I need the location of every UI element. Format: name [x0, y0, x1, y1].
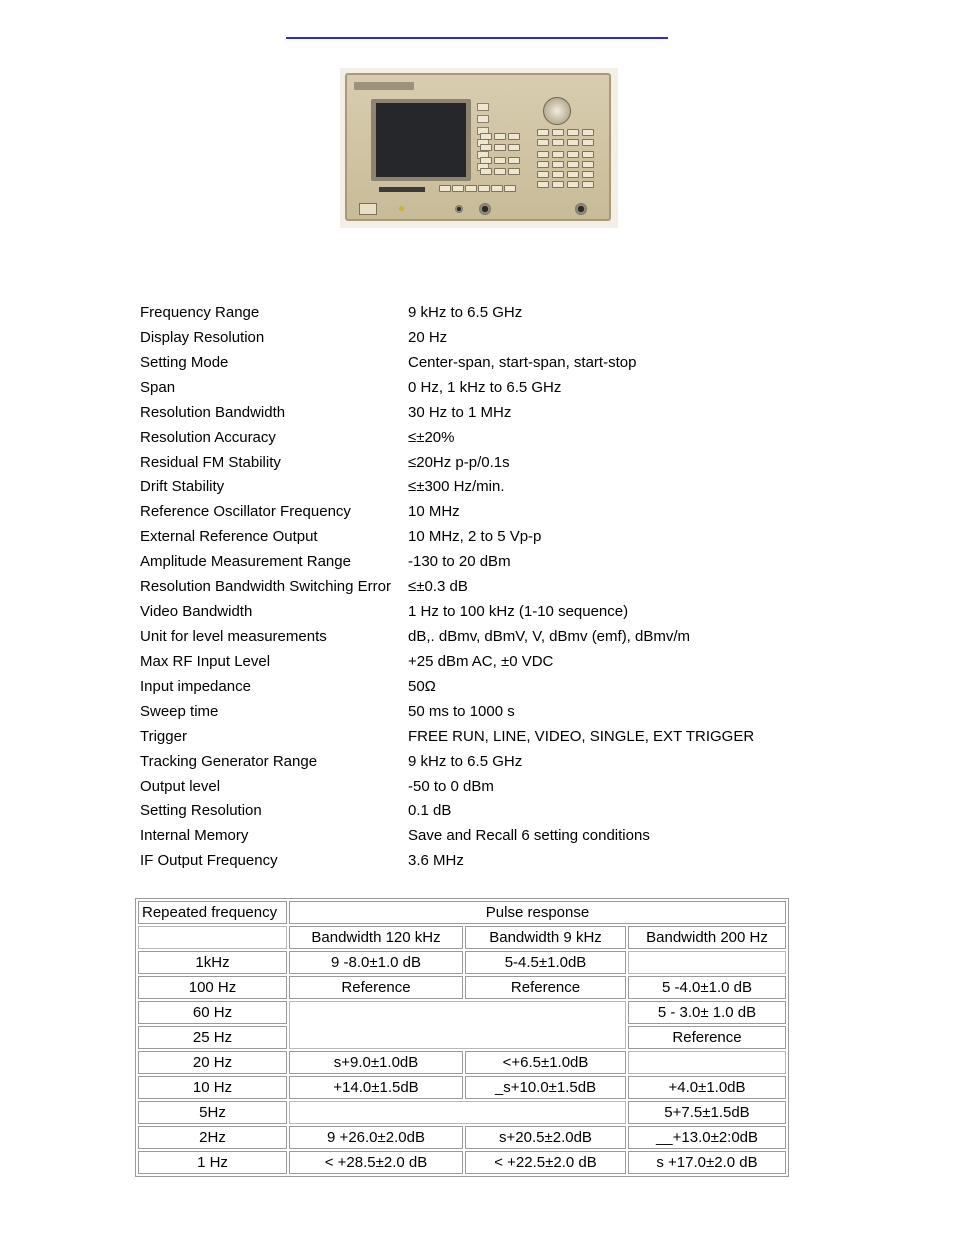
spec-label: Setting Mode	[140, 353, 229, 371]
spec-label: Amplitude Measurement Range	[140, 553, 351, 571]
panel-key	[552, 161, 564, 168]
panel-key	[508, 157, 520, 164]
spec-label: IF Output Frequency	[140, 852, 278, 870]
rf-connector-icon	[479, 203, 491, 215]
spec-label: Span	[140, 378, 176, 396]
spec-row	[140, 552, 840, 577]
spec-value: -130 to 20 dBm	[408, 553, 511, 571]
spec-row	[140, 577, 840, 602]
spec-value: 10 MHz, 2 to 5 Vp-p	[408, 528, 542, 546]
spec-label: Input impedance	[140, 677, 251, 695]
header-repeated-frequency: Repeated frequency	[138, 901, 287, 924]
panel-key	[452, 185, 464, 192]
spec-label: Sweep time	[140, 702, 219, 720]
bw120-cell: 9 -8.0±1.0 dB	[289, 951, 463, 974]
spec-value: 9 kHz to 6.5 GHz	[408, 752, 523, 770]
panel-key	[552, 181, 564, 188]
bw120-cell: Reference	[289, 976, 463, 999]
power-switch	[359, 203, 377, 215]
spec-value: ≤±0.3 dB	[408, 578, 468, 596]
freq-cell: 60 Hz	[138, 1001, 287, 1024]
freq-cell: 2Hz	[138, 1126, 287, 1149]
spec-row	[140, 627, 840, 652]
table-row	[138, 1126, 786, 1149]
spec-value: 3.6 MHz	[408, 852, 464, 870]
spec-row	[140, 353, 840, 378]
spec-label: Resolution Bandwidth Switching Error	[140, 578, 391, 596]
table-header-row	[138, 901, 786, 924]
header-bandwidth-200hz: Bandwidth 200 Hz	[628, 926, 786, 949]
spec-value: 20 Hz	[408, 328, 448, 346]
rotary-knob-icon	[543, 97, 571, 125]
panel-key	[508, 133, 520, 140]
instrument-front-panel	[345, 73, 611, 221]
spec-label: Drift Stability	[140, 478, 225, 496]
bw9-cell: Reference	[465, 976, 626, 999]
panel-key	[480, 168, 492, 175]
indicator-led	[399, 206, 404, 211]
spec-label: Unit for level measurements	[140, 627, 327, 645]
table-subheader-row	[138, 926, 786, 949]
soft-key	[477, 103, 489, 111]
table-cell-empty	[138, 926, 287, 949]
spec-label: Internal Memory	[140, 827, 249, 845]
table-cell-empty	[289, 1101, 626, 1124]
freq-cell: 1kHz	[138, 951, 287, 974]
rf-connector-icon	[575, 203, 587, 215]
spec-label: Output level	[140, 777, 221, 795]
panel-key	[582, 171, 594, 178]
spec-value: 0.1 dB	[408, 802, 452, 820]
spec-value: 30 Hz to 1 MHz	[408, 403, 512, 421]
spec-value: Save and Recall 6 setting conditions	[408, 827, 650, 845]
spec-label: Setting Resolution	[140, 802, 262, 820]
table-row	[138, 1001, 786, 1024]
spec-label: Reference Oscillator Frequency	[140, 503, 351, 521]
bw200-cell: s +17.0±2.0 dB	[628, 1151, 786, 1174]
spec-value: 9 kHz to 6.5 GHz	[408, 304, 523, 321]
spec-value: -50 to 0 dBm	[408, 777, 494, 795]
spec-label: Resolution Bandwidth	[140, 403, 286, 421]
spec-label: Tracking Generator Range	[140, 752, 318, 770]
spec-value: 50Ω	[408, 677, 436, 695]
spec-value: Center-span, start-span, start-stop	[408, 353, 637, 371]
table-row	[138, 1101, 786, 1124]
spec-label: External Reference Output	[140, 528, 318, 546]
panel-key	[567, 171, 579, 178]
header-bandwidth-120khz: Bandwidth 120 kHz	[289, 926, 463, 949]
panel-key	[465, 185, 477, 192]
spec-row	[140, 477, 840, 502]
panel-key	[582, 161, 594, 168]
spec-row	[140, 727, 840, 752]
spec-label: Trigger	[140, 727, 187, 745]
spec-row	[140, 527, 840, 552]
bw9-cell: <+6.5±1.0dB	[465, 1051, 626, 1074]
panel-key	[567, 181, 579, 188]
table-row	[138, 976, 786, 999]
bw120-cell: s+9.0±1.0dB	[289, 1051, 463, 1074]
spec-value: ≤20Hz p-p/0.1s	[408, 453, 510, 471]
spec-row	[140, 777, 840, 802]
floppy-drive-slot	[379, 187, 425, 192]
spec-value: ≤±300 Hz/min.	[408, 478, 505, 496]
spec-row	[140, 702, 840, 727]
bw200-cell: 5+7.5±1.5dB	[628, 1101, 786, 1124]
spec-row	[140, 502, 840, 527]
spec-label: Display Resolution	[140, 328, 265, 346]
panel-key	[582, 181, 594, 188]
bw9-cell: < +22.5±2.0 dB	[465, 1151, 626, 1174]
panel-key	[582, 139, 594, 146]
panel-key	[567, 161, 579, 168]
spec-value: 10 MHz	[408, 503, 460, 521]
panel-key	[537, 129, 549, 136]
spec-value: +25 dBm AC, ±0 VDC	[408, 652, 554, 670]
panel-key	[567, 139, 579, 146]
panel-key	[537, 151, 549, 158]
bw9-cell: _s+10.0±1.5dB	[465, 1076, 626, 1099]
spec-row	[140, 801, 840, 826]
table-row	[138, 1151, 786, 1174]
panel-key	[494, 157, 506, 164]
spec-value: 0 Hz, 1 kHz to 6.5 GHz	[408, 378, 562, 396]
panel-key	[480, 133, 492, 140]
specifications-list	[140, 303, 840, 876]
freq-cell: 20 Hz	[138, 1051, 287, 1074]
spec-row	[140, 303, 840, 328]
panel-key	[537, 139, 549, 146]
freq-cell: 1 Hz	[138, 1151, 287, 1174]
panel-key	[537, 171, 549, 178]
panel-key	[508, 168, 520, 175]
spec-value: FREE RUN, LINE, VIDEO, SINGLE, EXT TRIGGER	[408, 727, 755, 745]
instrument-screen	[376, 103, 466, 177]
spec-row	[140, 428, 840, 453]
spec-value: dB,. dBmv, dBmV, V, dBmv (emf), dBmv/m	[408, 627, 691, 645]
spectrum-analyzer-photo	[340, 68, 618, 228]
panel-key	[582, 129, 594, 136]
panel-key	[439, 185, 451, 192]
panel-key	[537, 161, 549, 168]
freq-cell: 5Hz	[138, 1101, 287, 1124]
panel-key	[494, 168, 506, 175]
bw200-cell	[628, 1051, 786, 1074]
spec-label: Residual FM Stability	[140, 453, 281, 471]
spec-value: 1 Hz to 100 kHz (1-10 sequence)	[408, 603, 629, 621]
spec-value: ≤±20%	[408, 428, 455, 446]
table-row	[138, 1051, 786, 1074]
brand-logo	[354, 82, 414, 90]
table-row	[138, 951, 786, 974]
panel-key	[508, 144, 520, 151]
panel-key	[480, 157, 492, 164]
freq-cell: 25 Hz	[138, 1026, 287, 1049]
panel-key	[494, 133, 506, 140]
panel-key	[552, 151, 564, 158]
bw9-cell: s+20.5±2.0dB	[465, 1126, 626, 1149]
spec-value: 50 ms to 1000 s	[408, 702, 515, 720]
panel-key	[552, 139, 564, 146]
spec-row	[140, 378, 840, 403]
table-row	[138, 1076, 786, 1099]
spec-row	[140, 403, 840, 428]
bw120-cell: < +28.5±2.0 dB	[289, 1151, 463, 1174]
panel-key	[494, 144, 506, 151]
header-bandwidth-9khz: Bandwidth 9 kHz	[465, 926, 626, 949]
panel-key	[567, 151, 579, 158]
table-cell-empty	[289, 1001, 626, 1049]
spec-row	[140, 328, 840, 353]
bw200-cell: __+13.0±2:0dB	[628, 1126, 786, 1149]
spec-row	[140, 677, 840, 702]
soft-key	[477, 115, 489, 123]
panel-key	[567, 129, 579, 136]
bw200-cell	[628, 951, 786, 974]
header-pulse-response: Pulse response	[289, 901, 786, 924]
spec-row	[140, 851, 840, 876]
panel-key	[478, 185, 490, 192]
pulse-response-table	[135, 898, 789, 1177]
bw200-cell: Reference	[628, 1026, 786, 1049]
top-link-underline[interactable]	[286, 37, 668, 39]
bw120-cell: 9 +26.0±2.0dB	[289, 1126, 463, 1149]
spec-row	[140, 453, 840, 478]
bw9-cell: 5-4.5±1.0dB	[465, 951, 626, 974]
bw120-cell: +14.0±1.5dB	[289, 1076, 463, 1099]
bw200-cell: 5 - 3.0± 1.0 dB	[628, 1001, 786, 1024]
freq-cell: 100 Hz	[138, 976, 287, 999]
panel-key	[491, 185, 503, 192]
spec-label: Max RF Input Level	[140, 652, 271, 670]
panel-key	[480, 144, 492, 151]
spec-row	[140, 752, 840, 777]
panel-key	[552, 171, 564, 178]
panel-key	[537, 181, 549, 188]
freq-cell: 10 Hz	[138, 1076, 287, 1099]
spec-row	[140, 602, 840, 627]
bnc-connector-icon	[455, 205, 463, 213]
spec-label: Resolution Accuracy	[140, 428, 276, 446]
bw200-cell: 5 -4.0±1.0 dB	[628, 976, 786, 999]
bw200-cell: +4.0±1.0dB	[628, 1076, 786, 1099]
spec-label: Frequency Range	[140, 304, 260, 321]
panel-key	[504, 185, 516, 192]
spec-label: Video Bandwidth	[140, 603, 253, 621]
spec-row	[140, 826, 840, 851]
spec-row	[140, 652, 840, 677]
panel-key	[552, 129, 564, 136]
panel-key	[582, 151, 594, 158]
